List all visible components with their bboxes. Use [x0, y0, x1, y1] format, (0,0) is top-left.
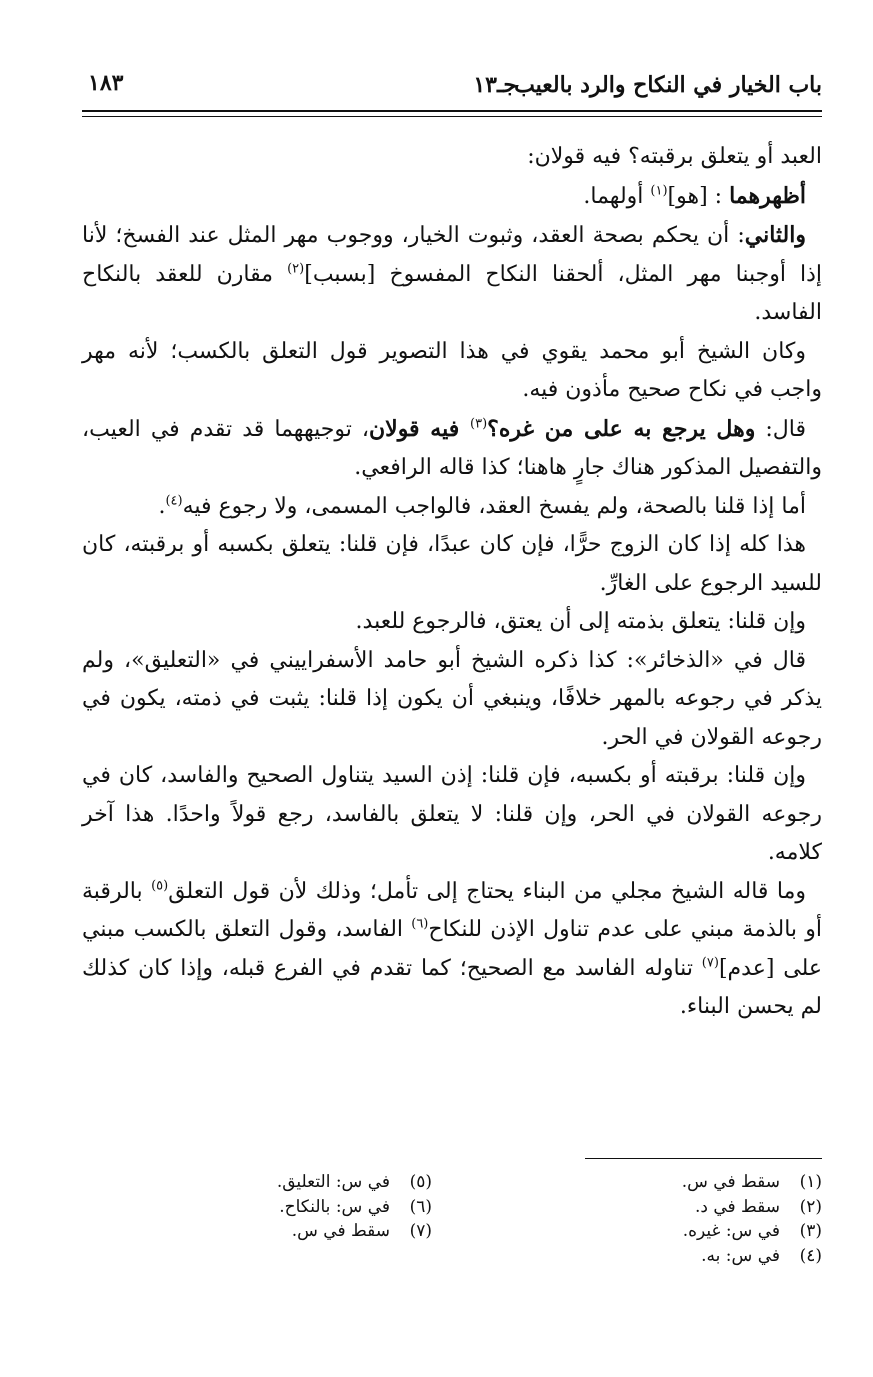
- footnotes-column-right: [502, 1170, 822, 1268]
- footnote-ref-3: (٣): [470, 416, 488, 432]
- volume-label: جـ١٣: [473, 72, 517, 98]
- paragraph-10: وإن قلنا: برقبته أو بكسبه، فإن قلنا: إذن السيد يتناول الصحيح والفاسد، كان في رجوعه القولان في الحر، وإن قلنا: لا يتعلق بالفاسد، رجع قولاً واحدًا. هذا آخر كلامه.: [82, 763, 822, 865]
- footnote-ref-5: (٥): [151, 878, 169, 894]
- paragraph-6: أما إذا قلنا بالصحة، ولم يفسخ العقد، فالواجب المسمى، ولا رجوع فيه$^{(٤)}$.: [158, 493, 806, 519]
- paragraph-3: والثاني: أن يحكم بصحة العقد، وثبوت الخيار، ووجوب مهر المثل عند الفسخ؛ لأنا إذا أوجبنا مهر المثل، ألحقنا النكاح المفسوخ [بسبب]$^{(٢)}$ مقارن للعقد بالنكاح الفاسد.: [82, 222, 823, 325]
- chapter-title: باب الخيار في النكاح والرد بالعيب: [514, 72, 822, 98]
- footnote-2: (٢)سقط في د.: [694, 1196, 822, 1217]
- footnote-ref-1: (١): [650, 183, 668, 199]
- paragraph-11: وما قاله الشيخ مجلي من البناء يحتاج إلى تأمل؛ وذلك لأن قول التعلق$^{(٥)}$ بالرقبة أو بالذمة مبني على عدم تناول الإذن للنكاح$^{(٦)}$ الفاسد، وقول التعلق بالكسب مبني على [عدم]$^{(٧)}$ تناوله الفاسد مع الصحيح؛ كما تقدم في الفرع قبله، وإذا كان كذلك لم يحسن البناء.: [82, 878, 822, 1019]
- paragraph-4: وكان الشيخ أبو محمد يقوي في هذا التصوير قول التعلق بالكسب؛ لأنه مهر واجب في نكاح صحيح مأذون فيه.: [82, 338, 822, 402]
- main-text: [82, 138, 822, 1027]
- footnote-ref-7: (٧): [701, 955, 719, 971]
- paragraph-1: العبد أو يتعلق برقبته؟ فيه قولان:: [527, 144, 822, 169]
- footnote-6: (٦)في س: بالنكاح.: [279, 1196, 432, 1217]
- running-header: [82, 70, 822, 106]
- footnote-5: (٥)في س: التعليق.: [276, 1172, 432, 1192]
- footnote-1: (١)سقط في س.: [681, 1172, 822, 1192]
- footnote-4: (٤)في س: به.: [701, 1245, 822, 1266]
- paragraph-7: هذا كله إذا كان الزوج حرًّا، فإن كان عبدًا، فإن قلنا: يتعلق بكسبه أو برقبته، كان للسيد الرجوع على الغارِّ.: [82, 532, 822, 596]
- footnote-ref-2: (٢): [287, 261, 305, 277]
- paragraph-2: أظهرهما : [هو]$^{(١)}$ أولهما.: [583, 182, 806, 209]
- footnote-ref-4: (٤): [165, 493, 183, 509]
- footnote-ref-6: (٦): [411, 916, 429, 932]
- page-number: ١٨٣: [88, 70, 124, 96]
- paragraph-8: وإن قلنا: يتعلق بذمته إلى أن يعتق، فالرجوع للعبد.: [355, 609, 806, 634]
- footnote-3: (٣)في س: غيره.: [682, 1221, 822, 1241]
- header-rule-thin: [82, 116, 822, 117]
- header-rule-thick: [82, 110, 822, 112]
- paragraph-5: قال: وهل يرجع به على من غره؟$^{(٣)}$ فيه قولان، توجيههما قد تقدم في العيب، والتفصيل المذكور هناك جارٍ هاهنا؛ كذا قاله الرافعي.: [82, 415, 822, 480]
- footnote-7: (٧)سقط في س.: [291, 1221, 432, 1241]
- footnotes-column-left: [132, 1170, 432, 1244]
- paragraph-9: قال في «الذخائر»: كذا ذكره الشيخ أبو حامد الأسفراييني في «التعليق»، ولم يذكر في رجوعه بالمهر خلافًا، وينبغي أن يكون إذا قلنا: يثبت في ذمته، يكون في رجوعه القولان في الحر.: [82, 647, 822, 750]
- footnote-separator: [585, 1158, 822, 1159]
